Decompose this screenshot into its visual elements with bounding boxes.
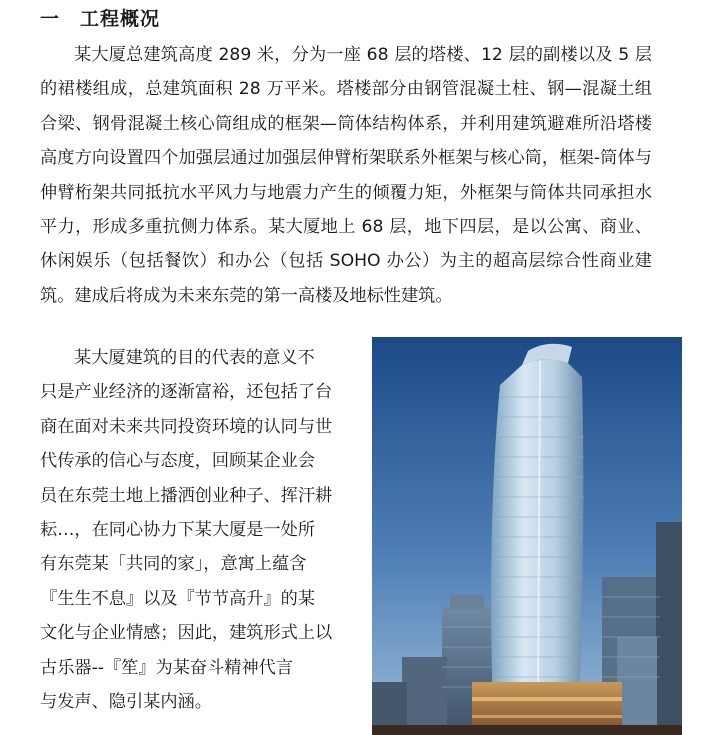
paragraph-line: 某大厦建筑的目的代表的意义不	[74, 348, 315, 368]
overview-paragraph: 某大厦总建筑高度 289 米，分为一座 68 层的塔楼、12 层的副楼以及 5 层的裙楼组成，总建筑面积 28 万平米。塔楼部分由钢管混凝土柱、钢—混凝土组合梁、钢骨混凝土核心筒组成的框架—筒体结构体系，并利用建筑避难所沿塔楼高度方向设置四个加强层通过加强层伸臂桁架联系外框架与核心筒，框架-筒体与伸臂桁架共同抵抗水平风力与地震力产生的倾覆力矩，外框架与筒体共同承担水平力，形成多重抗侧力体系。某大厦地上 68 层，地下四层，是以公寓、商业、休闲娱乐（包括餐饮）和办公（包括 SOHO 办公）为主的超高层综合性商业建筑。建成后将成为未来东莞的第一高楼及地标性建筑。	[40, 45, 652, 306]
paragraph-line: 文化与企业情感；因此，建筑形式上以	[40, 623, 333, 644]
paragraph-line: 有东莞某「共同的家」，意寓上蕴含	[40, 554, 307, 575]
paragraph-line: 员在东莞土地上播洒创业种子、挥汗耕	[40, 485, 333, 506]
paragraph-line: 『生生不息』以及『节节高升』的某	[40, 588, 316, 609]
tower-rendering-image	[372, 337, 682, 735]
paragraph-line: 代传承的信心与态度，回顾某企业会	[40, 451, 316, 472]
paragraph-line: 古乐器--『笙』为某奋斗精神代言	[40, 657, 294, 678]
paragraph-line: 只是产业经济的逐渐富裕，还包括了台	[40, 382, 333, 403]
paragraph-line: 与发声、隐引某内涵。	[40, 692, 212, 713]
meaning-paragraph	[40, 341, 362, 719]
section-heading	[40, 4, 160, 31]
paragraph-line: 商在面对未来共同投资环境的认同与世	[40, 416, 333, 437]
paragraph-line: 耘…，在同心协力下某大厦是一处所	[40, 520, 316, 541]
section-number: 一	[40, 8, 61, 30]
section-title: 工程概况	[80, 8, 161, 30]
